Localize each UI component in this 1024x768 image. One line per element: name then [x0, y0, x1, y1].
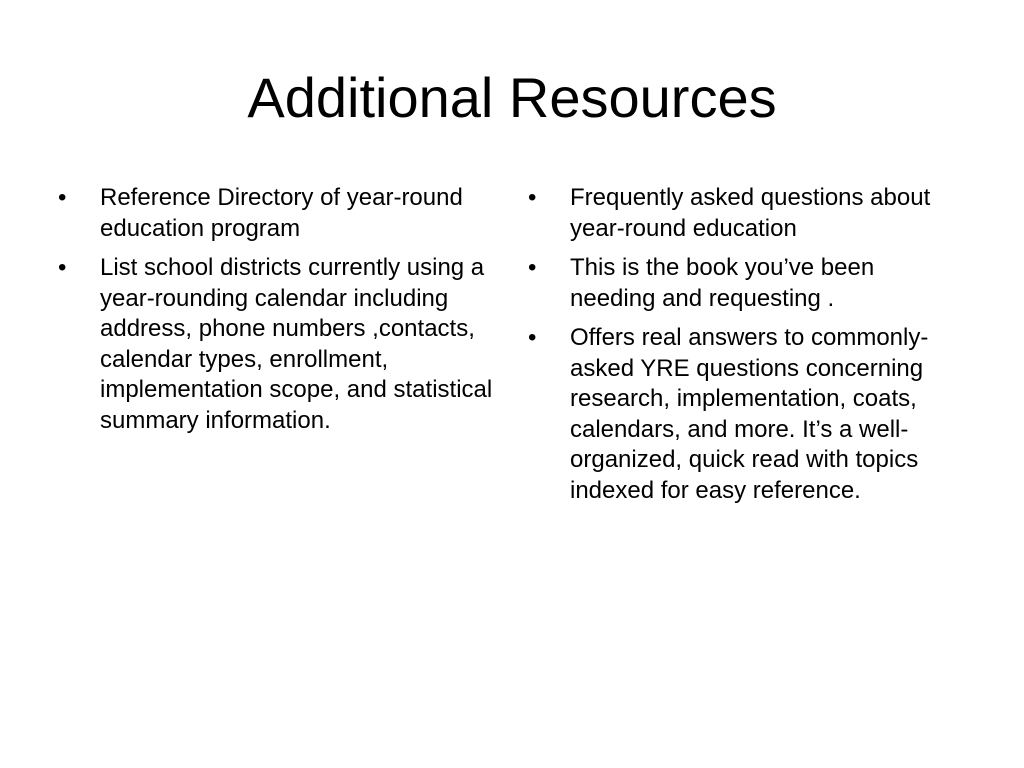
right-bullet-list — [528, 183, 938, 515]
bullet-icon: • — [58, 253, 67, 281]
list-item — [528, 253, 938, 314]
bullet-icon: • — [58, 184, 67, 211]
list-item — [528, 323, 938, 507]
list-item — [58, 253, 498, 437]
list-item-text: Reference Directory of year-round education program — [100, 184, 463, 242]
bullet-icon: • — [528, 253, 537, 281]
list-item-text: Offers real answers to commonly-asked YRE questions concerning research, implementation, coats, calendars, and more. It’s a well-organized, quick read with topics indexed for easy reference. — [570, 323, 929, 504]
bullet-icon: • — [528, 184, 537, 211]
list-item — [528, 183, 938, 244]
list-item-text: List school districts currently using a year-rounding calendar including address, phone numbers ,contacts, calendar types, enrollment, implementation scope, and statistical summary information. — [100, 253, 493, 434]
bullet-icon: • — [528, 323, 537, 351]
list-item-text: This is the book you’ve been needing and requesting . — [570, 253, 875, 312]
list-item-text: Frequently asked questions about year-round education — [570, 184, 931, 242]
slide-title: Additional Resources — [247, 66, 777, 129]
list-item — [58, 183, 498, 244]
left-bullet-list — [58, 183, 498, 445]
